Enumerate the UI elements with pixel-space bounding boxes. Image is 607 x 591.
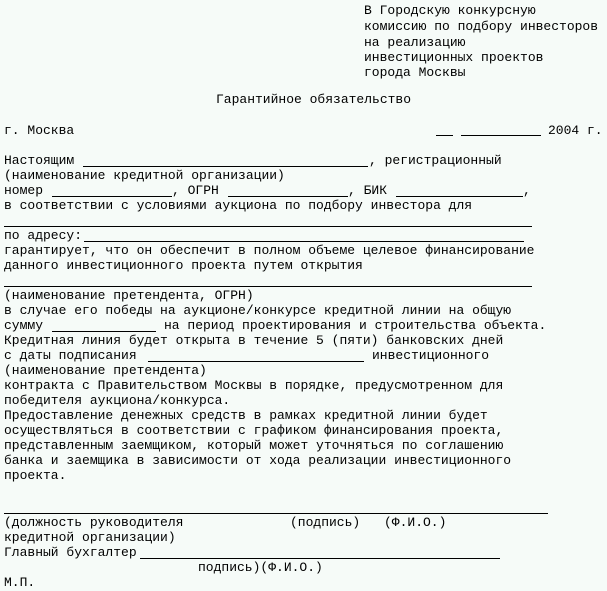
text-line: , БИК <box>348 183 388 198</box>
org-label: кредитной организации) <box>4 530 176 545</box>
date-year: 2004 г. <box>548 123 603 138</box>
accountant-signature-blank[interactable] <box>140 558 500 559</box>
text-line: данного инвестиционного проекта путем открытия <box>4 258 363 273</box>
text-line: в случае его победы на аукционе/конкурсе кредитной линии на общую <box>4 303 512 318</box>
addressee-line: В Городскую конкурсную <box>364 3 536 18</box>
date-month-blank[interactable] <box>461 135 541 136</box>
signature-label: (подпись) <box>290 515 361 530</box>
head-position-label: (должность руководителя <box>4 515 184 530</box>
applicant-name-blank[interactable] <box>4 286 532 287</box>
text-line: сумму <box>4 318 44 333</box>
addressee-line: города Москвы <box>364 65 466 80</box>
ogrn-blank[interactable] <box>228 196 348 197</box>
text-line: в соответствии с условиями аукциона по подбору инвестора для <box>4 198 473 213</box>
text-line: , <box>523 183 531 198</box>
bik-blank[interactable] <box>396 196 523 197</box>
text-line: по адресу: <box>4 228 83 243</box>
accountant-sub-label: подпись)(Ф.И.О.) <box>198 560 323 575</box>
addressee-line: инвестиционных проектов <box>364 50 544 65</box>
stamp-label: М.П. <box>4 575 36 590</box>
credit-org-name-blank[interactable] <box>83 166 368 167</box>
text-line: представленным заемщиком, который может уточняться по соглашению <box>4 438 504 453</box>
project-name-blank[interactable] <box>4 226 532 227</box>
text-line: , ОГРН <box>172 183 219 198</box>
text-line: , регистрационный <box>369 153 502 168</box>
sum-blank[interactable] <box>52 331 156 332</box>
text-line: на период проектирования и строительства объекта. <box>164 318 547 333</box>
text-line: с даты подписания <box>4 348 137 363</box>
text-line: Настоящим <box>4 153 75 168</box>
addressee-line: на реализацию <box>364 35 466 50</box>
document-title: Гарантийное обязательство <box>216 92 412 107</box>
caption: (наименование претендента) <box>4 363 207 378</box>
text-line: проекта. <box>4 468 67 483</box>
addressee-line: комиссию по подбору инвесторов <box>364 19 599 34</box>
text-line: номер <box>4 183 44 198</box>
text-line: победителя аукциона/конкурса. <box>4 393 231 408</box>
caption: (наименование претендента, ОГРН) <box>4 288 254 303</box>
caption: (наименование кредитной организации) <box>4 168 285 183</box>
text-line: Кредитная линия будет открыта в течение 5 (пяти) банковских дней <box>4 333 504 348</box>
text-line: инвестиционного <box>372 348 490 363</box>
text-line: банка и заемщика в зависимости от хода реализации инвестиционного <box>4 453 512 468</box>
head-signature-blank[interactable] <box>4 513 548 514</box>
accountant-label: Главный бухгалтер <box>4 545 137 560</box>
place: г. Москва <box>4 123 75 138</box>
fio-label: (Ф.И.О.) <box>384 515 447 530</box>
reg-number-blank[interactable] <box>52 196 172 197</box>
text-line: осуществляться в соответствии с графиком финансирования проекта, <box>4 423 504 438</box>
text-line: контракта с Правительством Москвы в порядке, предусмотренном для <box>4 378 504 393</box>
signing-applicant-blank[interactable] <box>148 361 364 362</box>
date-day-blank[interactable] <box>436 135 453 136</box>
text-line: Предоставление денежных средств в рамках кредитной линии будет <box>4 408 488 423</box>
text-line: гарантирует, что он обеспечит в полном объеме целевое финансирование <box>4 243 535 258</box>
address-blank[interactable] <box>84 241 524 242</box>
